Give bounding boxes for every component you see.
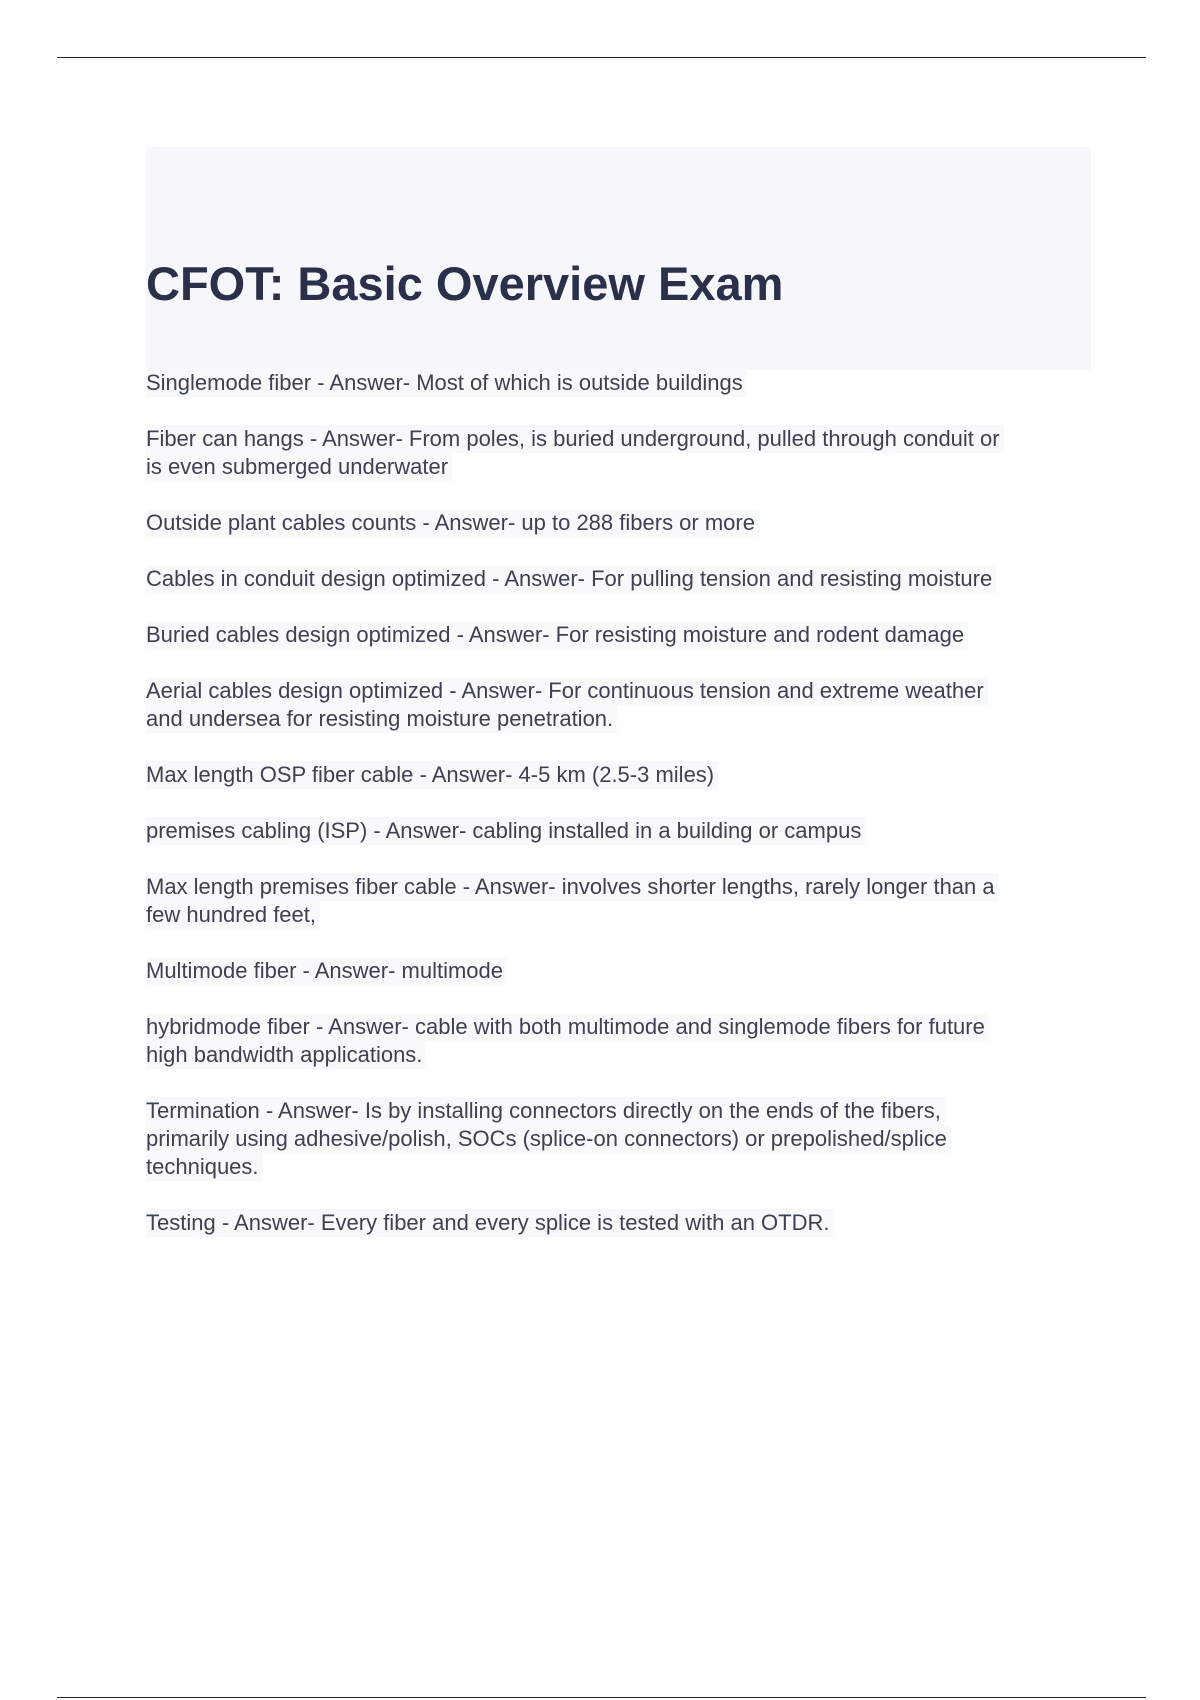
qa-item [146, 677, 1106, 733]
qa-item-line: Cables in conduit design optimized - Answer- For pulling tension and resisting moisture [146, 565, 996, 593]
qa-item-line: hybridmode fiber - Answer- cable with both multimode and singlemode fibers for future [146, 1013, 989, 1041]
qa-item [146, 1209, 1106, 1237]
qa-item-line: Testing - Answer- Every fiber and every splice is tested with an OTDR. [146, 1209, 833, 1237]
qa-item [146, 957, 1106, 985]
qa-item-line: Max length premises fiber cable - Answer- involves shorter lengths, rarely longer than a [146, 873, 999, 901]
qa-item-line: Buried cables design optimized - Answer- For resisting moisture and rodent damage [146, 621, 968, 649]
page-title: CFOT: Basic Overview Exam [146, 257, 784, 310]
qa-item [146, 1097, 1106, 1181]
qa-list [146, 369, 1106, 1265]
qa-item [146, 817, 1106, 845]
qa-item-line: Aerial cables design optimized - Answer- For continuous tension and extreme weather [146, 677, 988, 705]
header-rule [57, 57, 1146, 58]
qa-item-line: Termination - Answer- Is by installing connectors directly on the ends of the fibers, [146, 1097, 945, 1125]
qa-item [146, 425, 1106, 481]
qa-item-line: premises cabling (ISP) - Answer- cabling installed in a building or campus [146, 817, 865, 845]
qa-item-line: few hundred feet, [146, 901, 320, 929]
qa-item-line: Singlemode fiber - Answer- Most of which is outside buildings [146, 369, 747, 397]
qa-item [146, 509, 1106, 537]
qa-item-line: techniques. [146, 1153, 263, 1181]
qa-item-line: is even submerged underwater [146, 453, 452, 481]
qa-item [146, 1013, 1106, 1069]
qa-item-line: Multimode fiber - Answer- multimode [146, 957, 507, 985]
qa-item-line: Outside plant cables counts - Answer- up to 288 fibers or more [146, 509, 759, 537]
qa-item [146, 873, 1106, 929]
qa-item [146, 369, 1106, 397]
qa-item [146, 761, 1106, 789]
footer-rule [57, 1697, 1146, 1698]
qa-item [146, 565, 1106, 593]
qa-item-line: high bandwidth applications. [146, 1041, 426, 1069]
qa-item-line: and undersea for resisting moisture penetration. [146, 705, 617, 733]
qa-item-line: Max length OSP fiber cable - Answer- 4-5 km (2.5-3 miles) [146, 761, 718, 789]
qa-item-line: primarily using adhesive/polish, SOCs (splice-on connectors) or prepolished/splice [146, 1125, 951, 1153]
qa-item [146, 621, 1106, 649]
qa-item-line: Fiber can hangs - Answer- From poles, is buried underground, pulled through conduit or [146, 425, 1004, 453]
